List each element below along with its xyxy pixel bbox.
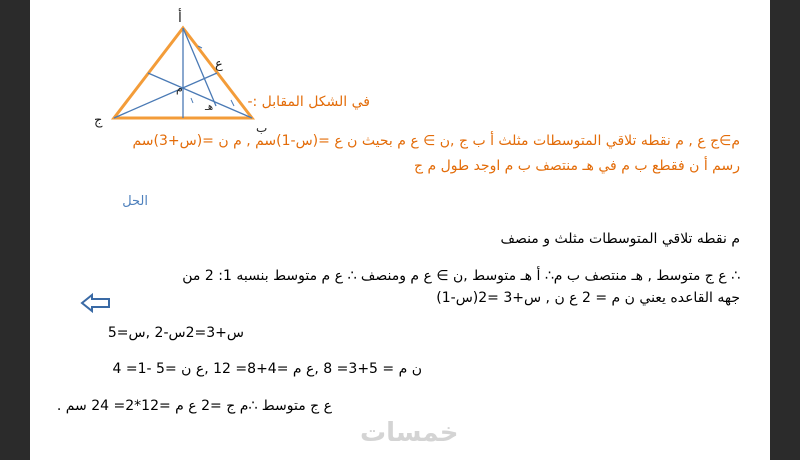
problem-line-1: م∋ج ع , م نقطه تلاقي المتوسطات مثلث أ ب ج ,ن ∋ ع م بحيث ن ع =(س-1)سم , م ن =(س+3)سم: [132, 133, 740, 149]
left-frame: [0, 0, 30, 460]
problem-intro: في الشكل المقابل :-: [247, 94, 370, 110]
vertex-label-b: ب: [256, 121, 268, 135]
solution-step-2: ∴ ع ج متوسط , هـ منتصف ب م∴ أ هـ متوسط ,ن ∋ ع م ومنصف ∴ ع م متوسط بنسبه 1: 2 من: [182, 268, 740, 284]
document-page: [30, 0, 770, 460]
solution-step-5: ن م = 5+3= 8 ,ع م =4+8= 12 ,ع ن =5 -1= 4: [112, 361, 422, 377]
triangle-figure: [60, 0, 300, 135]
problem-line-2: رسم أ ن فقطع ب م في هـ منتصف ب م اوجد طول م ج: [413, 158, 740, 174]
point-label-e: ع: [215, 57, 223, 72]
tick-mark: [191, 98, 193, 103]
vertex-label-c: ج: [94, 113, 103, 128]
watermark: خمسات: [360, 418, 459, 448]
vertex-label-a: أ: [178, 10, 182, 26]
right-frame: [770, 0, 800, 460]
solution-step-4: س+3=2س-2 ,س=5: [107, 325, 244, 341]
solution-step-3: جهه القاعده يعني ن م = 2 ع ن , س+3 =2(س-1): [436, 290, 740, 306]
point-label-m: م: [176, 82, 183, 95]
solution-heading: الحل: [122, 194, 148, 209]
tick-mark: [231, 100, 234, 106]
solution-step-6: ع ج متوسط ∴م ج =2 ع م =12*2= 24 سم .: [56, 398, 332, 414]
solution-step-1: م نقطه تلاقي المتوسطات مثلث و منصف: [500, 231, 740, 247]
point-label-h: هـ: [205, 102, 214, 113]
left-arrow-icon: [80, 292, 112, 314]
